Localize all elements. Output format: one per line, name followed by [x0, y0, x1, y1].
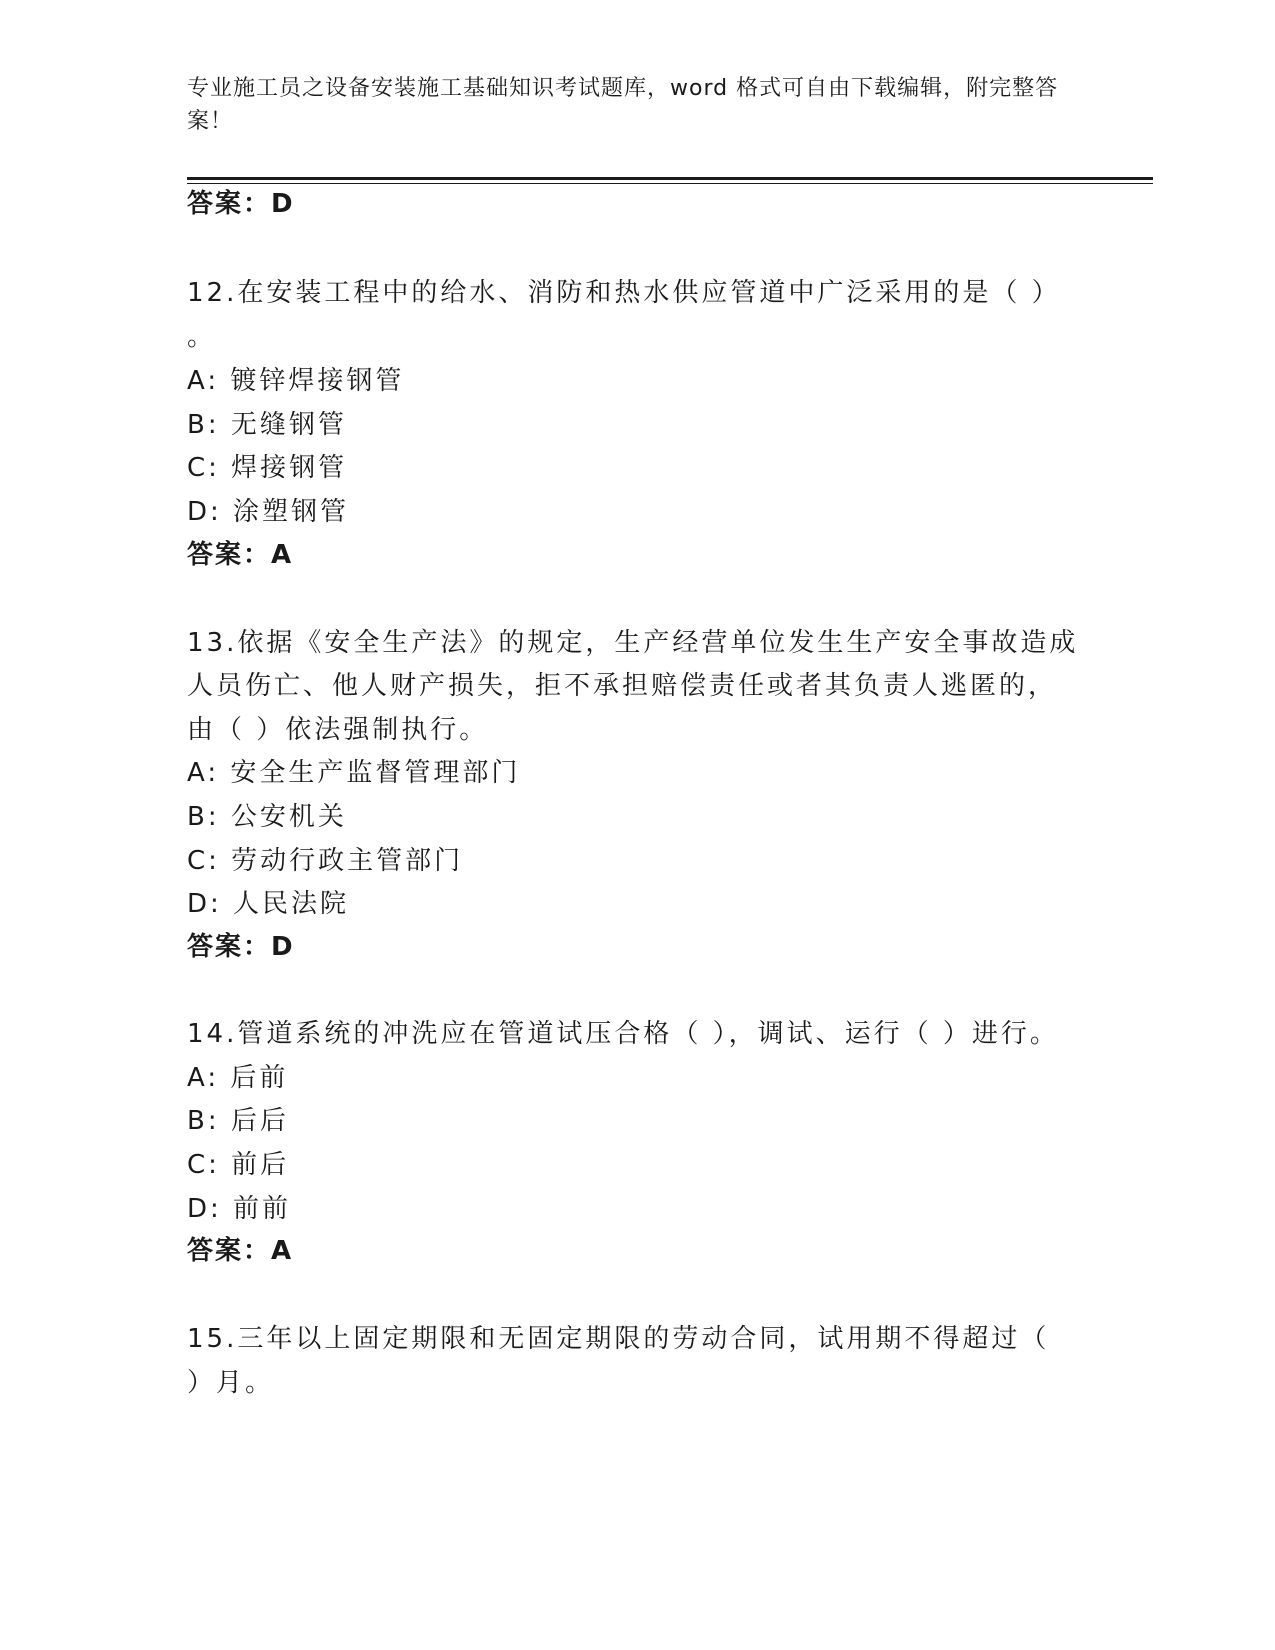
- q12-option-c: C: 焊接钢管: [187, 453, 348, 483]
- q14-option-a: A: 后前: [187, 1063, 289, 1093]
- q12-stem-line-1: 12.在安装工程中的给水、消防和热水供应管道中广泛采用的是（ ）: [187, 278, 1061, 308]
- q13-stem-line-1: 13.依据《安全生产法》的规定，生产经营单位发生生产安全事故造成: [187, 628, 1079, 658]
- q12-stem-line-2: 。: [187, 322, 217, 352]
- q14-option-d: D: 前前: [187, 1194, 292, 1224]
- q15-stem-line-1: 15.三年以上固定期限和无固定期限的劳动合同，试用期不得超过（: [187, 1324, 1050, 1354]
- q12-option-d: D: 涂塑钢管: [187, 497, 350, 527]
- q12-option-b: B: 无缝钢管: [187, 410, 347, 440]
- q14-stem-line-1: 14.管道系统的冲洗应在管道试压合格（ ），调试、运行（ ）进行。: [187, 1019, 1059, 1049]
- q13-option-c: C: 劳动行政主管部门: [187, 846, 464, 876]
- q14-option-b: B: 后后: [187, 1106, 289, 1136]
- header-divider-thin: [187, 183, 1153, 184]
- q13-stem-line-3: 由（ ）依法强制执行。: [187, 715, 489, 745]
- q12-option-a: A: 镀锌焊接钢管: [187, 366, 405, 396]
- q13-option-b: B: 公安机关: [187, 802, 347, 832]
- q15-stem-line-2: ）月。: [187, 1368, 275, 1398]
- q13-option-a: A: 安全生产监督管理部门: [187, 758, 521, 788]
- q13-stem-line-2: 人员伤亡、他人财产损失，拒不承担赔偿责任或者其负责人逃匿的，: [187, 671, 1058, 701]
- q13-answer: 答案：D: [187, 932, 295, 962]
- document-header: 专业施工员之设备安装施工基础知识考试题库，word 格式可自由下载编辑，附完整答案！: [187, 76, 1059, 134]
- q14-answer: 答案：A: [187, 1236, 294, 1266]
- header-divider-thick: [187, 177, 1153, 180]
- answer-prev: 答案：D: [187, 189, 295, 219]
- q12-answer: 答案：A: [187, 540, 294, 570]
- q13-option-d: D: 人民法院: [187, 889, 350, 919]
- q14-option-c: C: 前后: [187, 1150, 290, 1180]
